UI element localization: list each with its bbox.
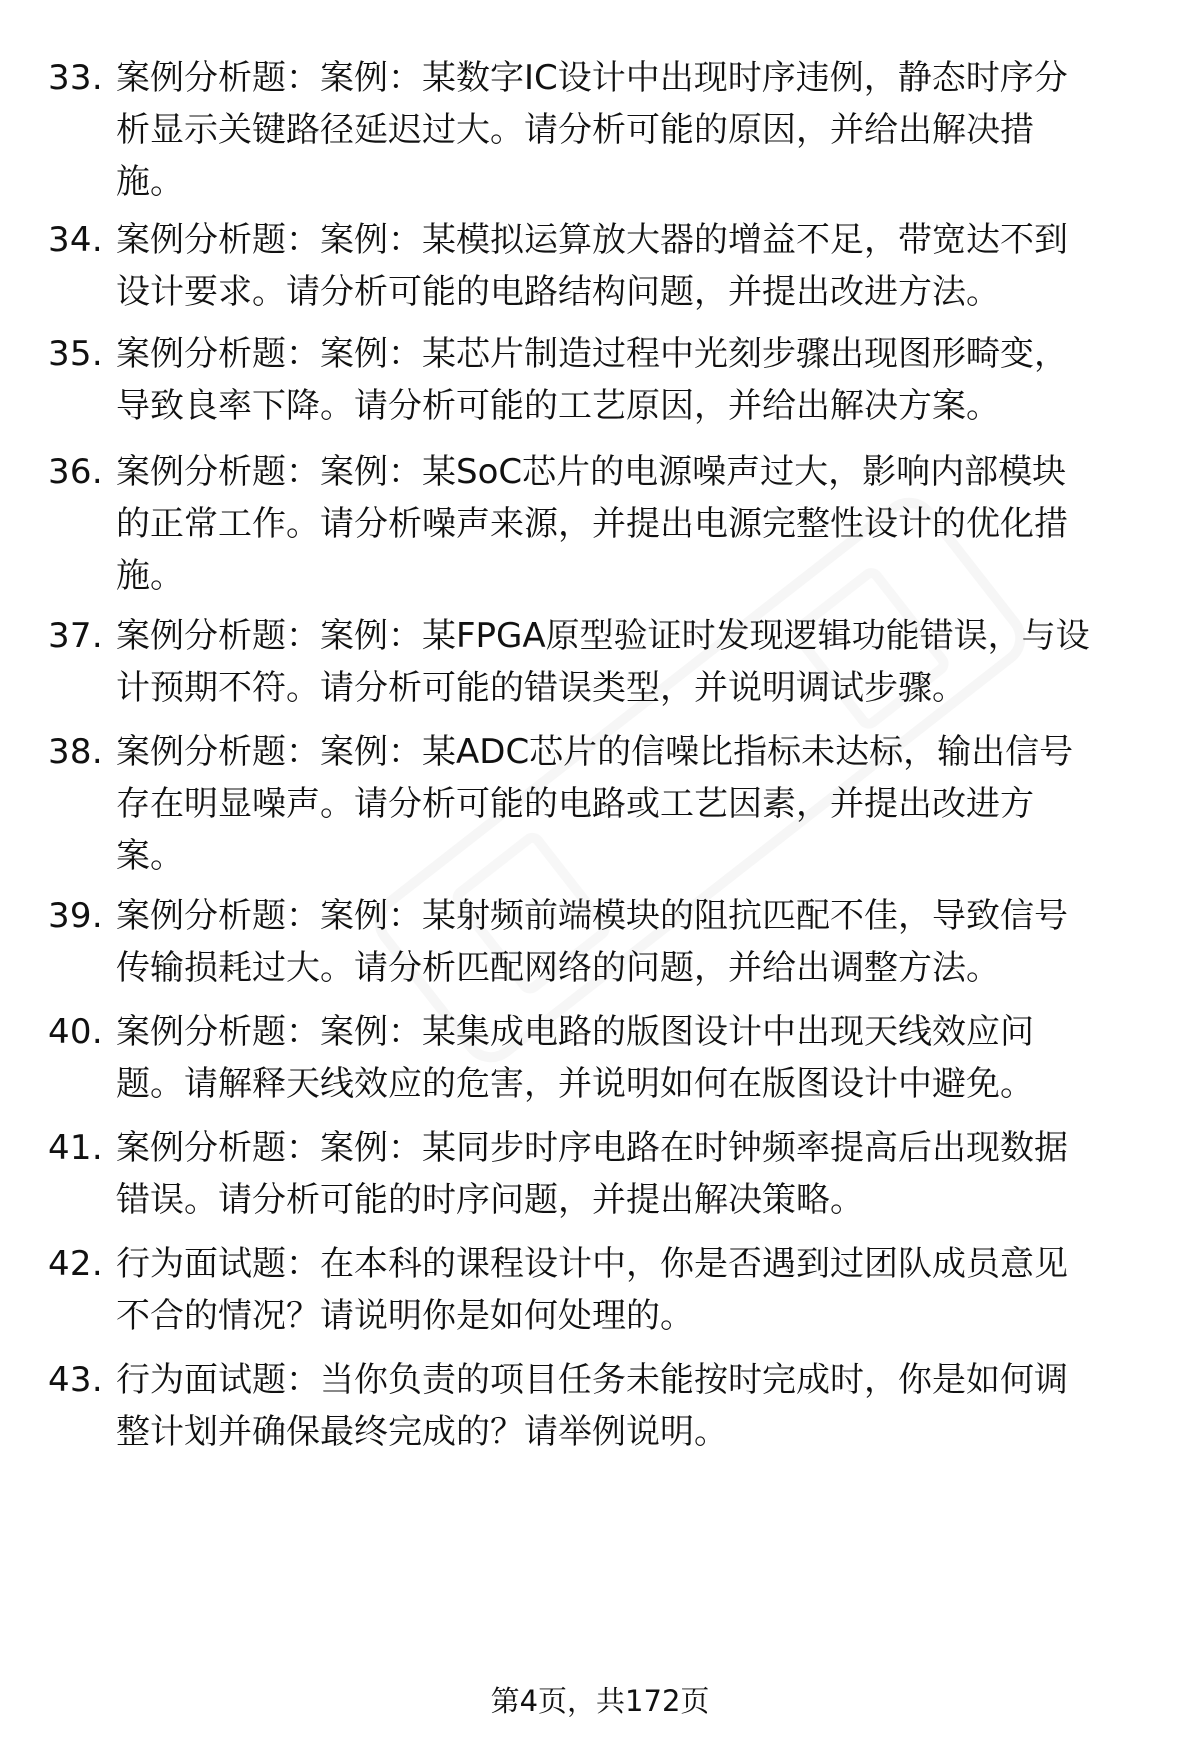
question-number: 33. [48, 58, 103, 98]
question-number: 38. [48, 732, 103, 772]
question-number: 42. [48, 1244, 103, 1284]
question-text: 行为面试题：当你负责的项目任务未能按时完成时，你是如何调 整计划并确保最终完成的？请举例说明。 [116, 1360, 1068, 1452]
question-text: 案例分析题：案例：某数字IC设计中出现时序违例，静态时序分 析显示关键路径延迟过大。请分析可能的原因，并给出解决措 施。 [116, 58, 1068, 202]
question-text: 案例分析题：案例：某模拟运算放大器的增益不足，带宽达不到 设计要求。请分析可能的电路结构问题，并提出改进方法。 [116, 220, 1068, 312]
question-text: 案例分析题：案例：某射频前端模块的阻抗匹配不佳，导致信号 传输损耗过大。请分析匹配网络的问题，并给出调整方法。 [116, 896, 1068, 988]
question-number: 36. [48, 452, 103, 492]
question-text: 案例分析题：案例：某同步时序电路在时钟频率提高后出现数据 错误。请分析可能的时序问题，并提出解决策略。 [116, 1128, 1068, 1220]
question-number: 41. [48, 1128, 103, 1168]
question-number: 35. [48, 334, 103, 374]
question-text: 案例分析题：案例：某FPGA原型验证时发现逻辑功能错误，与设 计预期不符。请分析可能的错误类型，并说明调试步骤。 [116, 616, 1090, 708]
question-text: 案例分析题：案例：某ADC芯片的信噪比指标未达标，输出信号 存在明显噪声。请分析可能的电路或工艺因素，并提出改进方 案。 [116, 732, 1074, 876]
question-text: 行为面试题：在本科的课程设计中，你是否遇到过团队成员意见 不合的情况？请说明你是如何处理的。 [116, 1244, 1068, 1336]
question-number: 39. [48, 896, 103, 936]
question-text: 案例分析题：案例：某SoC芯片的电源噪声过大，影响内部模块 的正常工作。请分析噪声来源，并提出电源完整性设计的优化措 施。 [116, 452, 1068, 596]
question-number: 37. [48, 616, 103, 656]
question-text: 案例分析题：案例：某芯片制造过程中光刻步骤出现图形畸变， 导致良率下降。请分析可能的工艺原因，并给出解决方案。 [116, 334, 1068, 426]
question-text: 案例分析题：案例：某集成电路的版图设计中出现天线效应问 题。请解释天线效应的危害，并说明如何在版图设计中避免。 [116, 1012, 1034, 1104]
page-footer: 第4页，共172页 [490, 1684, 710, 1718]
question-number: 34. [48, 220, 103, 260]
question-number: 43. [48, 1360, 103, 1400]
question-number: 40. [48, 1012, 103, 1052]
